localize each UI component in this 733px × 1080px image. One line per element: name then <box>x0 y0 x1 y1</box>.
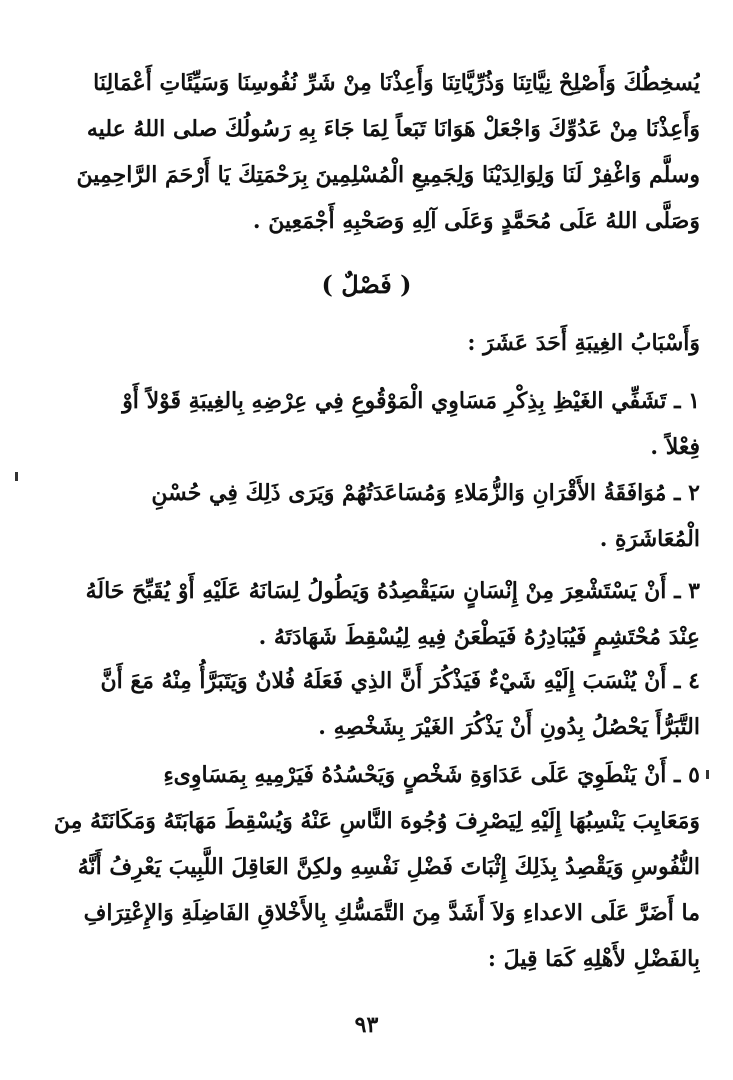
intro-line: وَأَعِذْنَا مِنْ عَدُوِّكَ وَاجْعَلْ هَوَانَا تَبَعاً لِمَا جَاءَ بِهِ رَسُولُكَ صلى اللهُ عليه <box>86 116 700 142</box>
list-item-line: ٢ ـ مُوَافَقَةُ الأَقْرَانِ وَالزُّمَلاءِ وَمُسَاعَدَتُهُمْ وَيَرَى ذَلِكَ فِي حُسْنِ <box>151 480 700 506</box>
list-item-line: بِالفَضْلِ لأَهْلِهِ كَمَا قِيلَ : <box>487 946 700 972</box>
intro-paragraph <box>38 60 700 244</box>
list-item-line: عِنْدَ مُحْتَشِمٍ فَيُبَادِرُهُ فَيَطْعَنُ فِيهِ لِيُسْقِطَ شَهَادَتَهُ . <box>258 624 700 650</box>
margin-speck <box>706 770 709 779</box>
page-number: ٩٣ <box>354 1012 379 1038</box>
list-item-line: ما أَضَرَّ عَلَى الاعداءِ وَلاَ أَشَدَّ مِنَ التَّمَسُّكِ بِالأَخْلاقِ الفَاضِلَةِ وَالإِعْتِرَافِ <box>83 900 700 926</box>
list-item-line: ٥ ـ أَنْ يَنْطَوِيَ عَلَى عَدَاوَةِ شَخْصٍ وَيَحْسُدُهُ فَيَرْمِيهِ بِمَسَاوِىءِ <box>163 762 700 788</box>
margin-speck <box>15 472 18 481</box>
list-item-line: ١ ـ تَشَفِّي الغَيْظِ بِذِكْرِ مَسَاوِي الْمَوْقُوعِ فِي عِرْضِهِ بِالغِيبَةِ قَوْلاً أَوْ <box>122 388 700 414</box>
intro-line: وَصَلَّى اللهُ عَلَى مُحَمَّدٍ وَعَلَى آلِهِ وَصَحْبِهِ أَجْمَعِينَ . <box>252 208 700 234</box>
list-item-3 <box>38 568 700 660</box>
section-heading: ( فَصْلٌ ) <box>321 270 412 299</box>
list-item-line: ٣ ـ أَنْ يَسْتَشْعِرَ مِنْ إِنْسَانٍ سَيَقْصِدُهُ وَيَطُولُ لِسَانَهُ عَلَيْهِ أَوْ يُقَبِّحَ حَالَهُ <box>85 578 700 604</box>
list-item-2 <box>38 470 700 562</box>
list-item-line: ٤ ـ أَنْ يُنْسَبَ إِلَيْهِ شَيْءٌ فَيَذْكُرَ أَنَّ الذِي فَعَلَهُ فُلانٌ وَيَتَبَرَّأُ مِنْهُ مَعَ أَنَّ <box>100 668 700 694</box>
list-item-5 <box>38 752 700 982</box>
list-item-line: النُّفُوسِ وَيَقْصِدُ بِذَلِكَ إِثْبَاتَ فَضْلِ نَفْسِهِ ولكِنَّ العَاقِلَ اللَّبِيبَ يَعْرِفُ أَنَّهُ <box>77 854 700 880</box>
list-item-line: وَمَعَايِبَ يَنْسِبُهَا إِلَيْهِ لِيَصْرِفَ وُجُوهَ النَّاسِ عَنْهُ وَيُسْقِطَ مَهَابَتَهُ وَمَكَانَتَهُ مِنَ <box>53 808 700 834</box>
intro-line: وسلَّم وَاغْفِرْ لَنَا وَلِوَالِدَيْنَا وَلِجَمِيعِ الْمُسْلِمِينَ بِرَحْمَتِكَ يَا أَرْحَمَ الرَّاحِمِينَ <box>76 162 700 188</box>
list-item-line: فِعْلاً . <box>650 434 700 460</box>
list-item-1 <box>38 378 700 470</box>
section-subheading: وَأَسْبَابُ الغِيبَةِ أَحَدَ عَشَرَ : <box>467 330 700 356</box>
intro-line: يُسخِطُكَ وَأَصْلِحْ نِيَّاتِنَا وَذُرِّيَّاتِنَا وَأَعِذْنَا مِنْ شَرِّ نُفُوسِنَا وَسَيِّئَاتِ أَعْمَالِنَا <box>93 70 700 96</box>
list-item-line: الْمُعَاشَرَةِ . <box>599 526 700 552</box>
list-item-line: التَّبَرُّأَ يَحْصُلُ بِدُونِ أَنْ يَذْكُرَ الغَيْرَ بِشَخْصِهِ . <box>318 714 700 740</box>
list-item-4 <box>38 658 700 750</box>
